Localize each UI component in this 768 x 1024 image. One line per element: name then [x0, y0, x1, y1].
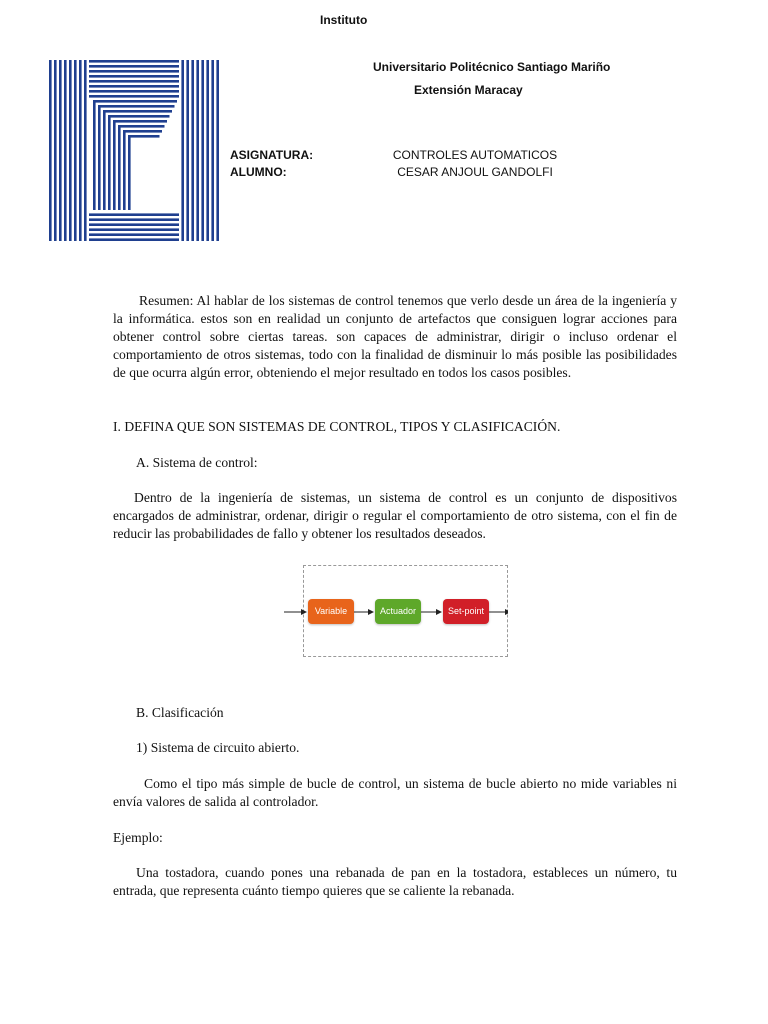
asignatura-value: CONTROLES AUTOMATICOS: [392, 148, 558, 162]
institution-logo: [49, 60, 219, 241]
control-diagram: [284, 565, 508, 657]
abstract-paragraph: Resumen: Al hablar de los sistemas de control tenemos que verlo desde un área de la ingeniería y la informática. estos son en realidad un conjunto de artefactos que consiguen lograr acciones para obtener control sobre ciertas tareas. son capaces de administrar, dirigir o incluso ordenar el comportamiento de otros sistemas, todo con la finalidad de disminuir lo más posible las posibilidades de que ocurra algún error, obteniendo el mejor resultado en todos los casos posibles.: [113, 293, 677, 380]
variable-block: Variable: [308, 599, 354, 624]
subsection-a-heading: A. Sistema de control:: [136, 455, 258, 470]
example-label: Ejemplo:: [113, 830, 163, 845]
campus-line: Extensión Maracay: [414, 83, 523, 97]
definition-paragraph: Dentro de la ingeniería de sistemas, un sistema de control es un conjunto de dispositivos encargados de administrar, ordenar, dirigir o regular el comportamiento de otro sistema, con el fin de reducir las probabilidades de fallo y obtener los resultados deseados.: [113, 490, 677, 541]
institution-line-1: Instituto: [320, 13, 368, 27]
set-point-block: Set-point: [443, 599, 489, 624]
example-paragraph: Una tostadora, cuando pones una rebanada de pan en la tostadora, estableces un número, tu entrada, que representa cuánto tiempo quieres que se caliente la rebanada.: [113, 865, 677, 898]
list-item-1: 1) Sistema de circuito abierto.: [136, 740, 300, 755]
institution-line-2: Universitario Politécnico Santiago Mariño: [373, 60, 611, 74]
alumno-value: CESAR ANJOUL GANDOLFI: [397, 165, 553, 179]
subsection-b-heading: B. Clasificación: [136, 705, 224, 720]
section-title: I. DEFINA QUE SON SISTEMAS DE CONTROL, TIPOS Y CLASIFICACIÓN.: [113, 419, 561, 434]
asignatura-label: ASIGNATURA:: [230, 148, 314, 162]
actuador-block: Actuador: [375, 599, 421, 624]
alumno-label: ALUMNO:: [230, 165, 287, 179]
open-loop-paragraph: Como el tipo más simple de bucle de control, un sistema de bucle abierto no mide variables ni envía valores de salida al controlador.: [113, 776, 677, 809]
